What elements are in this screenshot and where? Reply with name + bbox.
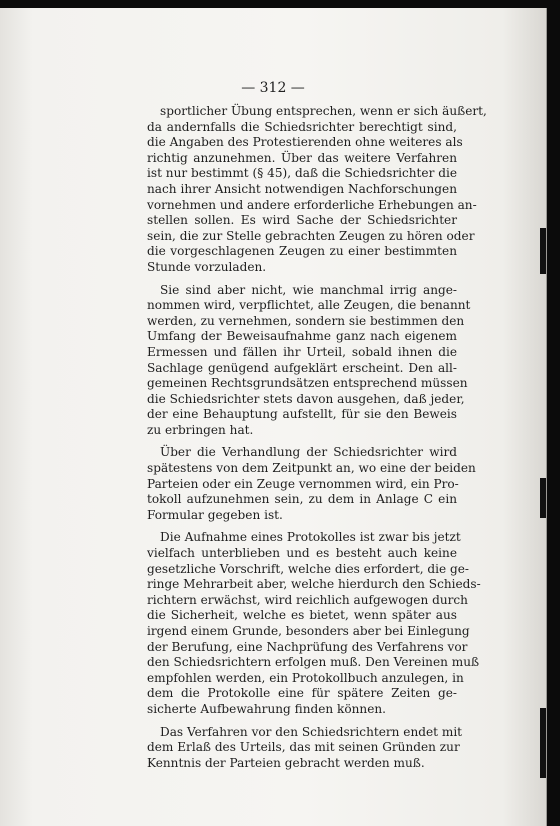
text-line: die vorgeschlagenen Zeugen zu einer bestimmten	[147, 244, 457, 259]
paragraph	[147, 104, 487, 276]
text-line: empfohlen werden, ein Protokollbuch anzulegen, in	[147, 670, 464, 685]
text-line: Umfang der Beweisaufnahme ganz nach eigenem	[147, 329, 457, 344]
binding-shadow-upper	[540, 228, 546, 274]
text-line: nach ihrer Ansicht notwendigen Nachforschungen	[147, 181, 457, 196]
paragraph	[147, 445, 476, 523]
text-line: spätestens von dem Zeitpunkt an, wo eine der beiden	[147, 461, 476, 476]
text-line: da andernfalls die Schiedsrichter berechtigt sind,	[147, 119, 457, 134]
text-line: richtern erwächst, wird reichlich aufgewogen durch	[147, 592, 468, 607]
text-line: Stunde vorzuladen.	[147, 259, 267, 274]
text-line: ringe Mehrarbeit aber, welche hierdurch den Schieds-	[147, 577, 481, 592]
binding-shadow-middle	[540, 478, 546, 518]
text-line: sicherte Aufbewahrung finden können.	[147, 701, 386, 716]
text-line: richtig anzunehmen. Über das weitere Verfahren	[147, 150, 457, 165]
text-line: der eine Behauptung aufstellt, für sie den Beweis	[147, 407, 457, 422]
body-text	[147, 104, 487, 778]
text-line: Sie sind aber nicht, wie manchmal irrig ange-	[160, 282, 457, 297]
text-line: gemeinen Rechtsgrundsätzen entsprechend müssen	[147, 376, 468, 391]
text-line: Ermessen und fällen ihr Urteil, sobald ihnen die	[147, 344, 457, 359]
text-line: die Schiedsrichter stets davon ausgehen, daß jeder,	[147, 391, 465, 406]
text-line: die Angaben des Protestierenden ohne weiteres als	[147, 135, 463, 150]
text-line: werden, zu vernehmen, sondern sie bestimmen den	[147, 313, 465, 328]
text-line: Formular gegeben ist.	[147, 507, 283, 522]
text-line: vielfach unterblieben und es besteht auch keine	[147, 546, 457, 561]
binding-shadow-lower	[540, 708, 546, 778]
text-line: Sachlage genügend aufgeklärt erscheint. Den all-	[147, 360, 457, 375]
text-line: dem Erlaß des Urteils, das mit seinen Gründen zur	[147, 740, 460, 755]
text-line: dem die Protokolle eine für spätere Zeiten ge-	[147, 686, 457, 701]
text-line: den Schiedsrichtern erfolgen muß. Den Vereinen muß	[147, 655, 480, 670]
text-line: nommen wird, verpflichtet, alle Zeugen, die benannt	[147, 298, 471, 313]
book-page	[0, 8, 547, 826]
text-line: die Sicherheit, welche es bietet, wenn später aus	[147, 608, 457, 623]
text-line: Kenntnis der Parteien gebracht werden muß.	[147, 755, 425, 770]
text-line: zu erbringen hat.	[147, 422, 254, 437]
text-line: Das Verfahren vor den Schiedsrichtern endet mit	[160, 724, 463, 739]
text-line: Über die Verhandlung der Schiedsrichter wird	[160, 445, 457, 460]
text-line: stellen sollen. Es wird Sache der Schiedsrichter	[147, 213, 457, 228]
text-line: der Berufung, eine Nachprüfung des Verfahrens vor	[147, 639, 468, 654]
text-line: gesetzliche Vorschrift, welche dies erfordert, die ge-	[147, 561, 469, 576]
text-line: sportlicher Übung entsprechen, wenn er sich äußert,	[160, 104, 487, 118]
page-number: — 312 —	[241, 80, 305, 96]
text-line: vornehmen und andere erforderliche Erhebungen an-	[147, 197, 477, 212]
text-line: Parteien oder ein Zeuge vernommen wird, ein Pro-	[147, 476, 459, 491]
text-line: ist nur bestimmt (§ 45), daß die Schiedsrichter die	[147, 166, 457, 181]
text-line: Die Aufnahme eines Protokolles ist zwar bis jetzt	[160, 530, 461, 545]
paragraph	[147, 282, 471, 439]
text-line: irgend einem Grunde, besonders aber bei Einlegung	[147, 624, 470, 638]
paragraph	[147, 724, 463, 772]
text-line: tokoll aufzunehmen sein, zu dem in Anlage C ein	[147, 492, 457, 507]
paragraph	[147, 530, 481, 717]
text-line: sein, die zur Stelle gebrachten Zeugen zu hören oder	[147, 228, 475, 243]
